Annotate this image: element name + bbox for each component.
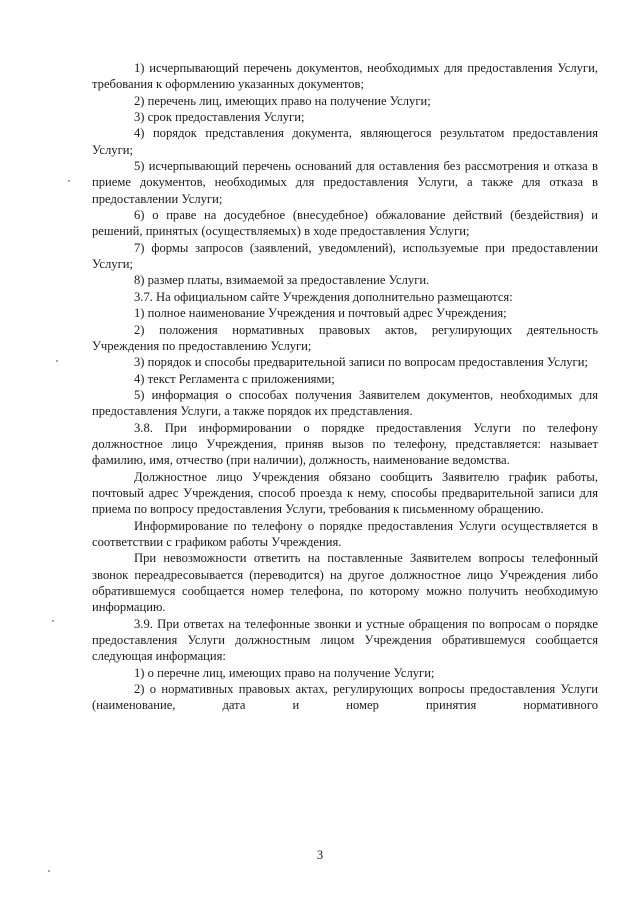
- paragraph: 7) формы запросов (заявлений, уведомлений), используемые при предоставлении Услуги;: [92, 240, 598, 272]
- body-text: [92, 60, 598, 714]
- paragraph: 2) положения нормативных правовых актов, регулирующих деятельность Учреждения по предоставлению Услуги;: [92, 322, 598, 353]
- scan-speck: [56, 360, 58, 362]
- paragraph: 2) перечень лиц, имеющих право на получение Услуги;: [134, 93, 431, 108]
- paragraph: 5) исчерпывающий перечень оснований для оставления без рассмотрения и отказа в приеме документов, необходимых для предоставления Услуги, а также для отказа в предоставлении Услуги;: [92, 159, 598, 206]
- section-3-7: 3.7. На официальном сайте Учреждения дополнительно размещаются:: [134, 289, 513, 304]
- page-number: 3: [316, 848, 324, 862]
- paragraph: 5) информация о способах получения Заявителем документов, необходимых для предоставления Услуги, а также порядок их представления.: [92, 387, 598, 419]
- paragraph: Должностное лицо Учреждения обязано сообщить Заявителю график работы, почтовый адрес Учреждения, способ проезда к нему, способы предварительной записи для приема по вопросу предоставления Услуги, требования к письменному обращению.: [92, 469, 598, 517]
- paragraph: Информирование по телефону о порядке предоставления Услуги осуществляется в соответствии с графиком работы Учреждения.: [92, 518, 598, 549]
- section-3-9: 3.9. При ответах на телефонные звонки и устные обращения по вопросам о порядке предоставления Услуги должностным лицом Учреждения обратившемуся сообщается следующая информация:: [92, 616, 598, 664]
- paragraph: 3) порядок и способы предварительной записи по вопросам предоставления Услуги;: [134, 355, 588, 370]
- paragraph: 1) исчерпывающий перечень документов, необходимых для предоставления Услуги, требования к оформлению указанных документов;: [92, 61, 598, 92]
- scan-speck: [48, 870, 50, 872]
- scan-speck: [52, 620, 54, 622]
- scan-speck: [68, 180, 70, 182]
- paragraph: 1) полное наименование Учреждения и почтовый адрес Учреждения;: [134, 306, 507, 321]
- paragraph: 4) текст Регламента с приложениями;: [134, 371, 335, 386]
- paragraph: 1) о перечне лиц, имеющих право на получение Услуги;: [134, 665, 435, 680]
- paragraph: При невозможности ответить на поставленные Заявителем вопросы телефонный звонок переадресовывается (переводится) на другое должностное лицо Учреждения либо обратившемуся сообщается номер телефона, по которому можно получить необходимую информацию.: [92, 551, 598, 615]
- paragraph: 3) срок предоставления Услуги;: [134, 110, 305, 125]
- paragraph: 4) порядок представления документа, являющегося результатом предоставления Услуги;: [92, 126, 598, 157]
- section-3-8: 3.8. При информировании о порядке предоставления Услуги по телефону должностное лицо Учреждения, приняв вызов по телефону, представляется: называет фамилию, имя, отчество (при наличии), должность, наименование ведомства.: [92, 420, 598, 468]
- paragraph: 2) о нормативных правовых актах, регулирующих вопросы предоставления Услуги (наименование, дата и номер принятия нормативного: [92, 682, 598, 713]
- paragraph: 8) размер платы, взимаемой за предоставление Услуги.: [134, 273, 430, 288]
- paragraph: 6) о праве на досудебное (внесудебное) обжалование действий (бездействия) и решений, принятых (осуществляемых) в ходе предоставления Услуги;: [92, 208, 598, 239]
